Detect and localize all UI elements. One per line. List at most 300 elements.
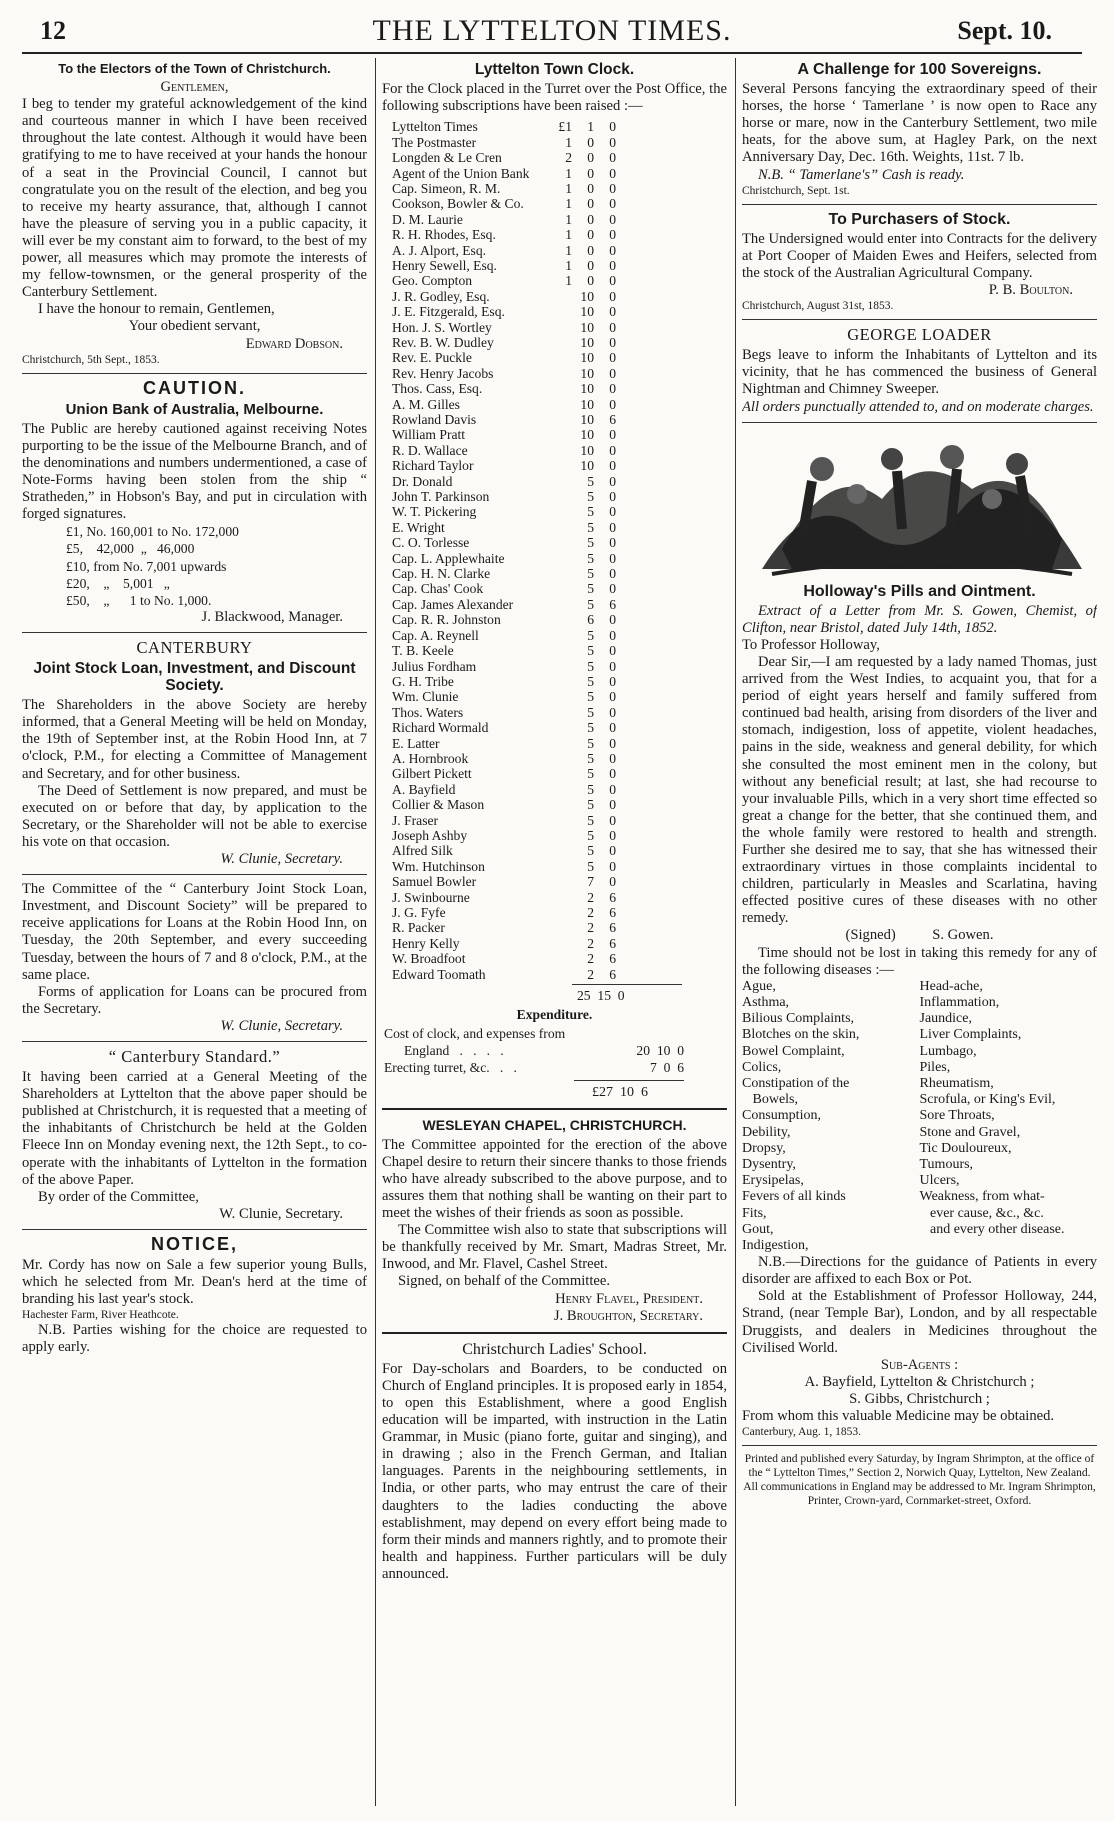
subscriber-name: Richard Wormald (392, 720, 489, 736)
subscription-row (382, 289, 616, 304)
subscriber-name: J. E. Fitzgerald, Esq. (392, 304, 505, 320)
pounds (550, 843, 572, 858)
pence: 0 (609, 658, 616, 674)
pounds (550, 736, 572, 751)
shillings: 2 (587, 889, 594, 905)
subscriber-name: A. M. Gilles (392, 396, 460, 412)
disease-name: Erysipelas, (742, 1173, 804, 1189)
subscriber-name: R. D. Wallace (392, 442, 468, 458)
subscriber-name: J. R. Godley, Esq. (392, 288, 490, 304)
loader-body: Begs leave to inform the Inhabitants of Lyttelton and its vicinity, that he has commenced the business of General Nightman and Chimney Sweeper. (742, 347, 1097, 398)
subscription-row (382, 397, 616, 412)
shillings: 0 (587, 242, 594, 258)
diseases-list (742, 979, 1097, 1254)
canterbury-society-notice (22, 639, 367, 868)
page-number: 12 (40, 16, 66, 45)
shillings: 0 (587, 211, 594, 227)
disease-name: Constipation of the (742, 1075, 850, 1091)
subscription-row (382, 304, 616, 319)
subscription-row (382, 705, 616, 720)
pence: 0 (609, 319, 616, 335)
pence: 0 (609, 519, 616, 535)
shillings: 5 (587, 519, 594, 535)
holloway-dateline: Canterbury, Aug. 1, 1853. (742, 1426, 862, 1439)
column-2 (382, 58, 727, 1808)
subscription-row (382, 489, 616, 504)
disease-name: Fevers of all kinds (742, 1189, 846, 1205)
disease-name: Gout, (742, 1221, 774, 1237)
divider (742, 204, 1097, 205)
shillings: 0 (587, 196, 594, 212)
pounds (550, 782, 572, 797)
pence: 0 (609, 227, 616, 243)
wesleyan-body-3: Signed, on behalf of the Committee. (398, 1273, 610, 1290)
subscriber-name: Rev. B. W. Dudley (392, 334, 494, 350)
subscriber-name: William Pratt (392, 427, 466, 443)
subscription-row (382, 751, 616, 766)
pence: 0 (609, 827, 616, 843)
subscription-row (382, 967, 616, 982)
pence: 0 (609, 781, 616, 797)
pence: 0 (609, 134, 616, 150)
pence: 6 (609, 905, 616, 920)
disease-row (742, 979, 1097, 995)
subscriber-name: Cap. R. R. Johnston (392, 612, 501, 628)
divider (22, 874, 367, 875)
wesleyan-body-2: The Committee wish also to state that subscriptions will be thankfully received by Mr. Smart, Madras Street, Mr. Inwood, and Mr. Flavel, Cashel Street. (382, 1222, 727, 1273)
clock-heading: Lyttelton Town Clock. (474, 61, 635, 78)
loader-terms: All orders punctually attended to, and on moderate charges. (742, 398, 1094, 415)
subscription-row (382, 196, 616, 211)
pence: 0 (609, 720, 616, 736)
disease-row (742, 1173, 1097, 1189)
shillings: 6 (587, 612, 594, 628)
electors-dateline: Christchurch, 5th Sept., 1853. (22, 353, 160, 366)
subscription-row (382, 135, 616, 150)
holloway-body: Dear Sir,—I am requested by a lady named Thomas, just arrived from the West Indies, to acquaint you, that for a period of eight years herself and family suffered from continued bad health, arising from disorders of the liver and stomach, indigestion, loss of appetite, violent headaches, pains in the side, weakness and general debility, for which she consulted the most eminent men in the colony, but without any beneficial result; at last, she had recourse to your invaluable Pills, which in a very short time effected so great a change for the better, that she continued them, and the whole family were restored to health and strength. Further she desired me to say, that she has witnessed their extraordinary virtues in those complaints incidental to children, particularly in Measles and Scarlatina, having effected positive cures of these diseases with no other remedy. (742, 653, 1097, 927)
loans-body-2: Forms of application for Loans can be procured from the Secretary. (22, 983, 367, 1017)
subscriber-name: The Postmaster (392, 134, 477, 150)
disease-row (742, 1027, 1097, 1043)
subscription-row (382, 119, 616, 134)
divider (22, 1041, 367, 1042)
clock-subscriptions (382, 61, 727, 1101)
caution-body: The Public are hereby cautioned against receiving Notes purporting to be the issue of the Melbourne Branch, and of the denominations and numbers undermentioned, a case of Note-Forms having been stolen from the ship “ Stratheden,” in Hobson's Bay, and put in circulation with forged signatures. (22, 420, 367, 523)
holloway-to: To Professor Holloway, (742, 636, 880, 653)
pence: 0 (609, 797, 616, 813)
disease-name: Debility, (742, 1124, 791, 1140)
shillings: 5 (587, 566, 594, 582)
shillings: 5 (587, 473, 594, 489)
pence: 6 (609, 596, 616, 612)
subscription-row (382, 597, 616, 612)
pounds (550, 813, 572, 828)
disease-name: Bilious Complaints, (742, 1011, 855, 1027)
pounds (550, 597, 572, 612)
stock-body: The Undersigned would enter into Contracts for the delivery at Port Cooper of Maiden Ewes and Heifers, selected from the stock of the Australian Agricultural Company. (742, 230, 1097, 281)
disease-name: Liver Complaints, (919, 1027, 1022, 1043)
subscriber-name: R. H. Rhodes, Esq. (392, 227, 496, 243)
wesleyan-heading: WESLEYAN CHAPEL, CHRISTCHURCH. (422, 1116, 687, 1133)
subscriber-name: Cookson, Bowler & Co. (392, 196, 524, 212)
shillings: 10 (580, 334, 594, 350)
subscription-table (382, 119, 616, 982)
canterbury-body-1: The Shareholders in the above Society are hereby informed, that a General Meeting will be held on Monday, the 19th of September inst, at the Robin Hood Inn, at 7 o'clock, P.M., for electing a Committee of Management and Secretary, and for other business. (22, 697, 367, 782)
note-entry: £20, „ 5,001 „ (66, 575, 170, 591)
subscriber-name: Cap. L. Applewhaite (392, 550, 505, 566)
pence: 0 (609, 119, 616, 135)
subscriber-name: E. Wright (392, 519, 445, 535)
shillings: 5 (587, 489, 594, 505)
disease-row (742, 1189, 1097, 1205)
pence: 0 (609, 627, 616, 643)
imprint-line: Printed and published every Saturday, by Ingram Shrimpton, at the office of the “ Lyttelton Times,” Section 2, Norwich Quay, Lyttelton, New Zealand. (744, 1453, 1095, 1480)
wesleyan-body-1: The Committee appointed for the erection of the above Chapel desire to return their sincere thanks to those friends who have already subscribed to the above purpose, and to assures them that nothing shall be wanting on their part to meet the wishes of their friends as soon as possible. (382, 1136, 727, 1222)
pounds (550, 289, 572, 304)
subscription-row (382, 320, 616, 335)
clock-intro: For the Clock placed in the Turret over the Post Office, the following subscriptions have been raised :— (382, 81, 727, 115)
subscription-row (382, 736, 616, 751)
subscriber-name: W. Broadfoot (392, 951, 466, 967)
subscriber-name: Thos. Cass, Esq. (392, 381, 483, 397)
shillings: 5 (587, 735, 594, 751)
pence: 0 (609, 566, 616, 582)
holloway-time: Time should not be lost in taking this remedy for any of the following diseases :— (742, 944, 1097, 978)
subscriber-name: Rev. E. Puckle (392, 350, 472, 366)
column-divider (375, 58, 376, 1806)
subscriber-name: Thos. Waters (392, 704, 464, 720)
subagent: A. Bayfield, Lyttelton & Christchurch ; (804, 1373, 1035, 1390)
holloway-advert (742, 583, 1097, 1440)
disease-name: Dropsy, (742, 1140, 786, 1156)
shillings: 5 (587, 766, 594, 782)
pence: 0 (609, 612, 616, 628)
subscription-row (382, 350, 616, 365)
challenge-heading: A Challenge for 100 Sovereigns. (797, 61, 1042, 78)
wesleyan-secretary: J. Broughton, Secretary. (553, 1307, 703, 1324)
column-3 (742, 58, 1097, 1808)
shillings: 5 (587, 627, 594, 643)
shillings: 2 (587, 905, 594, 920)
pounds (550, 674, 572, 689)
sum-line (574, 1080, 684, 1081)
shillings: 10 (580, 442, 594, 458)
notice-address: Hachester Farm, River Heathcote. (22, 1309, 179, 1322)
disease-name: Rheumatism, (919, 1075, 994, 1091)
pounds (550, 766, 572, 781)
holloway-whom: From whom this valuable Medicine may be obtained. (742, 1408, 1055, 1425)
disease-row (742, 1044, 1097, 1060)
subscriber-name: Collier & Mason (392, 797, 485, 813)
pence: 0 (609, 165, 616, 181)
disease-name: Tumours, (919, 1156, 974, 1172)
subscription-row (382, 166, 616, 181)
subscription-row (382, 150, 616, 165)
shillings: 10 (580, 350, 594, 366)
disease-name: Ague, (742, 978, 776, 994)
pounds (550, 874, 572, 889)
pounds (550, 458, 572, 473)
electors-signature: Edward Dobson. (245, 335, 343, 352)
subscriber-name: W. T. Pickering (392, 504, 477, 520)
shillings: 5 (587, 535, 594, 551)
pence: 6 (609, 412, 616, 427)
subscriber-name: Henry Sewell, Esq. (392, 257, 497, 273)
subscriber-name: D. M. Laurie (392, 211, 463, 227)
pounds (550, 489, 572, 504)
pounds (550, 304, 572, 319)
school-body: For Day-scholars and Boarders, to be conducted on Church of England principles. It is proposed early in 1854, to open this Establishment, where a good English education will be imparted, with instruction in the Latin Grammar, in Music (piano forte, guitar and singing), and in drawing ; also in the French German, and Italian languages. Parents in the neighbouring settlements, in India, or other parts, who may entrust the care of their daughters to the ladies conducting the above establishment, may depend on every effort being made to form their minds and manners rightly, and to promote their health and happiness. Further particulars will be duly announced. (382, 1360, 727, 1582)
pounds: 1 (565, 257, 572, 273)
subscriber-name: Agent of the Union Bank (392, 165, 530, 181)
subscriber-name: Alfred Silk (392, 843, 453, 859)
pounds: 1 (565, 134, 572, 150)
shillings: 10 (580, 365, 594, 381)
subscriber-name: Rowland Davis (392, 412, 477, 427)
shillings: 5 (587, 504, 594, 520)
pence: 0 (609, 427, 616, 443)
pence: 0 (609, 766, 616, 782)
pence: 0 (609, 489, 616, 505)
loans-notice (22, 881, 367, 1035)
shillings: 0 (587, 150, 594, 166)
subscription-row (382, 813, 616, 828)
subscriber-name: Joseph Ashby (392, 827, 468, 843)
shillings: 10 (580, 288, 594, 304)
subscriber-name: Hon. J. S. Wortley (392, 319, 492, 335)
pence: 0 (609, 812, 616, 828)
standard-heading: “ Canterbury Standard.” (108, 1046, 281, 1066)
shillings: 10 (580, 427, 594, 443)
subscriber-name: G. H. Tribe (392, 673, 454, 689)
notice-nb: N.B. Parties wishing for the choice are requested to apply early. (22, 1322, 367, 1356)
pence: 0 (609, 504, 616, 520)
pence: 0 (609, 150, 616, 166)
subscription-row (382, 720, 616, 735)
pence: 0 (609, 257, 616, 273)
electors-salutation: Gentlemen, (160, 79, 229, 96)
pence: 0 (609, 704, 616, 720)
shillings: 5 (587, 750, 594, 766)
pence: 6 (609, 889, 616, 905)
pence: 0 (609, 396, 616, 412)
pounds (550, 967, 572, 982)
challenge-body: Several Persons fancying the extraordinary speed of their horses, the horse ‘ Tamerlane ’ is now open to Race any horse or mare, now in the Canterbury Settlement, two mile heats, for the above sum, at Hagley Park, on the next Anniversary Day, Dec. 16th. Weights, 11st. 7 lb. (742, 81, 1097, 166)
shillings: 5 (587, 858, 594, 874)
subscription-row (382, 766, 616, 781)
pence: 0 (609, 843, 616, 859)
ladies-school-notice (382, 1341, 727, 1583)
pounds (550, 936, 572, 951)
subscription-row (382, 381, 616, 396)
subscriber-name: A. J. Alport, Esq. (392, 242, 487, 258)
disease-row (742, 1222, 1097, 1238)
subscription-row (382, 936, 616, 951)
pounds (550, 397, 572, 412)
electors-closing: I have the honour to remain, Gentlemen, (38, 301, 275, 318)
pounds (550, 612, 572, 627)
pounds: 1 (565, 211, 572, 227)
shillings: 10 (580, 319, 594, 335)
subscriber-name: Cap. A. Reynell (392, 627, 479, 643)
shillings: 5 (587, 720, 594, 736)
disease-name: Ulcers, (919, 1173, 960, 1189)
pence: 0 (609, 288, 616, 304)
subscription-total: 25 15 0 (577, 988, 625, 1004)
pounds: 1 (565, 165, 572, 181)
pence: 0 (609, 211, 616, 227)
shillings: 5 (587, 658, 594, 674)
shillings: 5 (587, 643, 594, 659)
subscription-row (382, 628, 616, 643)
pounds: £1 (558, 119, 572, 135)
subscription-row (382, 920, 616, 935)
masthead (22, 8, 1082, 54)
pounds: 1 (565, 196, 572, 212)
subscription-row (382, 874, 616, 889)
divider (742, 319, 1097, 320)
subscription-row (382, 643, 616, 658)
disease-name: Tic Douloureux, (919, 1140, 1012, 1156)
pence: 0 (609, 304, 616, 320)
pounds (550, 628, 572, 643)
column-1 (22, 58, 367, 1808)
canterbury-heading: CANTERBURY (136, 637, 253, 657)
bulls-notice (22, 1233, 367, 1357)
divider (742, 422, 1097, 423)
subscription-row (382, 535, 616, 550)
divider (382, 1108, 727, 1110)
newspaper-title: THE LYTTELTON TIMES. (372, 14, 732, 47)
shillings: 5 (587, 550, 594, 566)
subscription-row (382, 520, 616, 535)
holloway-heading: Holloway's Pills and Ointment. (803, 582, 1036, 600)
shillings: 5 (587, 673, 594, 689)
pounds (550, 643, 572, 658)
disease-name: Sore Throats, (919, 1108, 995, 1124)
caution-heading: CAUTION. (143, 377, 246, 398)
subscriber-name: Richard Taylor (392, 458, 474, 474)
subscription-row (382, 581, 616, 596)
subscriber-name: A. Hornbrook (392, 750, 469, 766)
canterbury-signature: W. Clunie, Secretary. (220, 851, 343, 868)
subscriber-name: Wm. Clunie (392, 689, 459, 705)
challenge-dateline: Christchurch, Sept. 1st. (742, 184, 850, 197)
subscription-row (382, 443, 616, 458)
pence: 0 (609, 458, 616, 474)
challenge-nb: N.B. “ Tamerlane's” Cash is ready. (758, 166, 965, 183)
subscriber-name: Cap. Simeon, R. M. (392, 180, 501, 196)
imprint-line: All communications in England may be addressed to Mr. Ingram Shrimpton, Printer, Crown-yard, Cornmarket-street, Oxford. (743, 1481, 1096, 1508)
subscriber-name: Julius Fordham (392, 658, 477, 674)
disease-name: Colics, (742, 1059, 782, 1075)
engraving-illustration (752, 429, 1087, 579)
pence: 0 (609, 365, 616, 381)
subagents-heading: Sub-Agents : (880, 1356, 959, 1373)
notice-body: Mr. Cordy has now on Sale a few superior young Bulls, which he selected from Mr. Dean's herd at the time of branding his last year's stock. (22, 1257, 367, 1308)
subscription-row (382, 273, 616, 288)
issue-date: Sept. 10. (957, 16, 1052, 45)
disease-name: Piles, (919, 1059, 951, 1075)
subscription-row (382, 243, 616, 258)
stock-heading: To Purchasers of Stock. (828, 210, 1011, 228)
subscription-row (382, 427, 616, 442)
disease-name: Lumbago, (919, 1043, 977, 1059)
shillings: 5 (587, 797, 594, 813)
pence: 6 (609, 951, 616, 967)
disease-name: Consumption, (742, 1108, 821, 1124)
pounds (550, 797, 572, 812)
subscription-row (382, 612, 616, 627)
shillings: 0 (587, 273, 594, 289)
standard-notice (22, 1048, 367, 1223)
subscriber-name: T. B. Keele (392, 643, 454, 659)
pounds (550, 566, 572, 581)
pence: 0 (609, 643, 616, 659)
shillings: 0 (587, 257, 594, 273)
pence: 0 (609, 673, 616, 689)
caution-notice (22, 377, 367, 626)
shillings: 5 (587, 704, 594, 720)
holloway-extract: Extract of a Letter from Mr. S. Gowen, Chemist, of Clifton, near Bristol, dated July 14th, 1852. (742, 602, 1097, 636)
pounds (550, 350, 572, 365)
pence: 0 (609, 874, 616, 890)
pence: 0 (609, 689, 616, 705)
pence: 0 (609, 334, 616, 350)
note-entry: £5, 42,000 „ 46,000 (66, 541, 195, 557)
shillings: 0 (587, 227, 594, 243)
disease-name: ever cause, &c., &c. (919, 1205, 1044, 1221)
pounds (550, 335, 572, 350)
subscriber-name: Cap. H. N. Clarke (392, 566, 491, 582)
electors-body: I beg to tender my grateful acknowledgement of the kind and courteous manner in which I have been received throughout the late contest. Although it would have been gratifying to me to have received at your hands the honour of a seat in the Provincial Council, I cannot but congratulate you on the result of the election, and beg you to receive my hearty assurance, that, although I cannot have the pleasure of serving you in a public capacity, it will ever be my constant aim to forward, to the best of my power, all measures which may promote the interests of my fellow-townsmen, or the general prosperity of the Canterbury Settlement. (22, 96, 367, 301)
pounds: 1 (565, 180, 572, 196)
subscription-row (382, 782, 616, 797)
shillings: 1 (587, 119, 594, 135)
holloway-nb: N.B.—Directions for the guidance of Patients in every disorder are affixed to each Box or Pot. (742, 1254, 1097, 1288)
expenditure-amount: 20 10 0 (636, 1043, 684, 1059)
pounds (550, 381, 572, 396)
subscriber-name: Lyttelton Times (392, 119, 478, 135)
subscription-row (382, 674, 616, 689)
pence: 0 (609, 581, 616, 597)
pence: 0 (609, 550, 616, 566)
pence: 0 (609, 196, 616, 212)
expenditure-table (384, 1025, 684, 1076)
subagent: S. Gibbs, Christchurch ; (849, 1390, 990, 1407)
loader-heading: GEORGE LOADER (847, 325, 992, 345)
subscriber-name: Geo. Compton (392, 273, 473, 289)
subscription-row (382, 212, 616, 227)
subscriber-name: Henry Kelly (392, 935, 460, 951)
expenditure-amount (622, 1025, 684, 1042)
shillings: 10 (580, 458, 594, 474)
stock-notice (742, 211, 1097, 313)
shillings: 10 (580, 381, 594, 397)
pounds (550, 581, 572, 596)
shillings: 0 (587, 180, 594, 196)
pence: 0 (609, 858, 616, 874)
disease-name: Bowel Complaint, (742, 1043, 845, 1059)
pounds (550, 520, 572, 535)
shillings: 10 (580, 304, 594, 320)
disease-name: Fits, (742, 1205, 767, 1221)
subscriber-name: J. Swinbourne (392, 889, 470, 905)
shillings: 5 (587, 827, 594, 843)
notice-heading: NOTICE, (150, 1233, 238, 1254)
pounds (550, 890, 572, 905)
subscriber-name: Dr. Donald (392, 473, 453, 489)
